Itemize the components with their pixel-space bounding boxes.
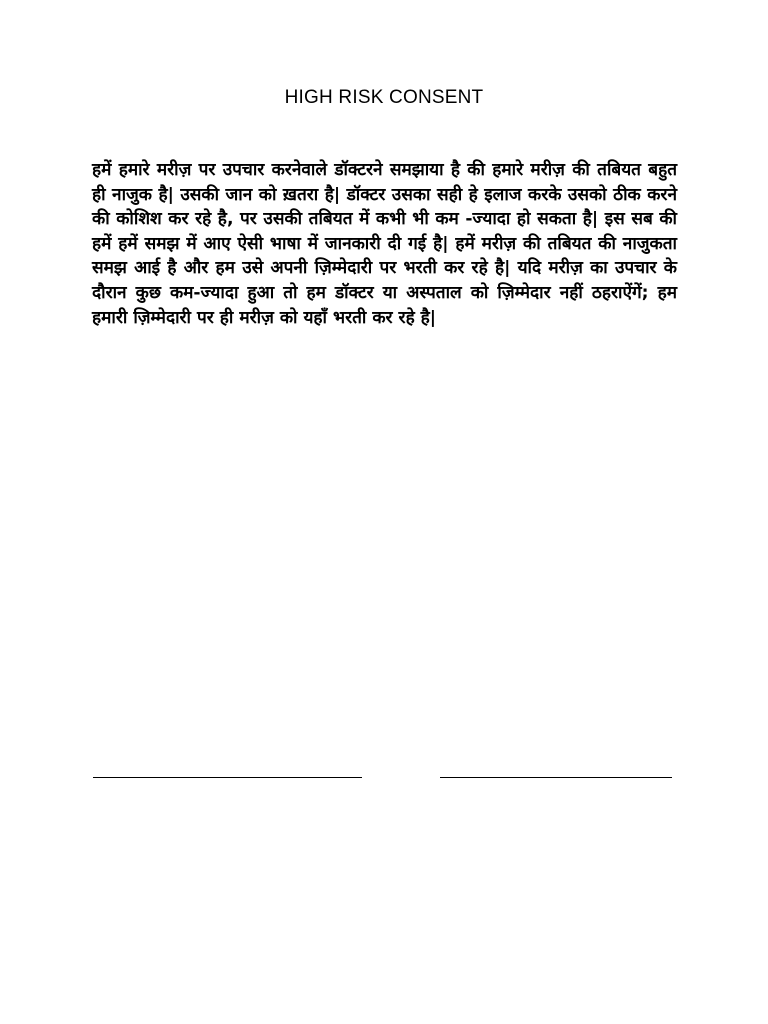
- signature-line-left: [93, 777, 362, 778]
- signature-line-right: [440, 777, 672, 778]
- document-title: HIGH RISK CONSENT: [284, 87, 484, 108]
- consent-body-paragraph: हमें हमारे मरीज़ पर उपचार करनेवाले डॉक्टरने समझाया है की हमारे मरीज़ की तबियत बहुत ही नाजुक है| उसकी जान को ख़तरा है| डॉक्टर उसका सही हे इलाज करके उसको ठीक करने की कोशिश कर रहे है, पर उसकी तबियत में कभी भी कम -ज्यादा हो सकता है| इस सब की हमें हमें समझ में आए ऐसी भाषा में जानकारी दी गई है| हमें मरीज़ की तबियत की नाजुकता समझ आई है और हम उसे अपनी ज़िम्मेदारी पर भरती कर रहे है| यदि मरीज़ का उपचार के दौरान कुछ कम-ज्यादा हुआ तो हम डॉक्टर या अस्पताल को ज़िम्मेदार नहीं ठहराऐंगें; हम हमारी ज़िम्मेदारी पर ही मरीज़ को यहाँ भरती कर रहे है|: [92, 160, 677, 328]
